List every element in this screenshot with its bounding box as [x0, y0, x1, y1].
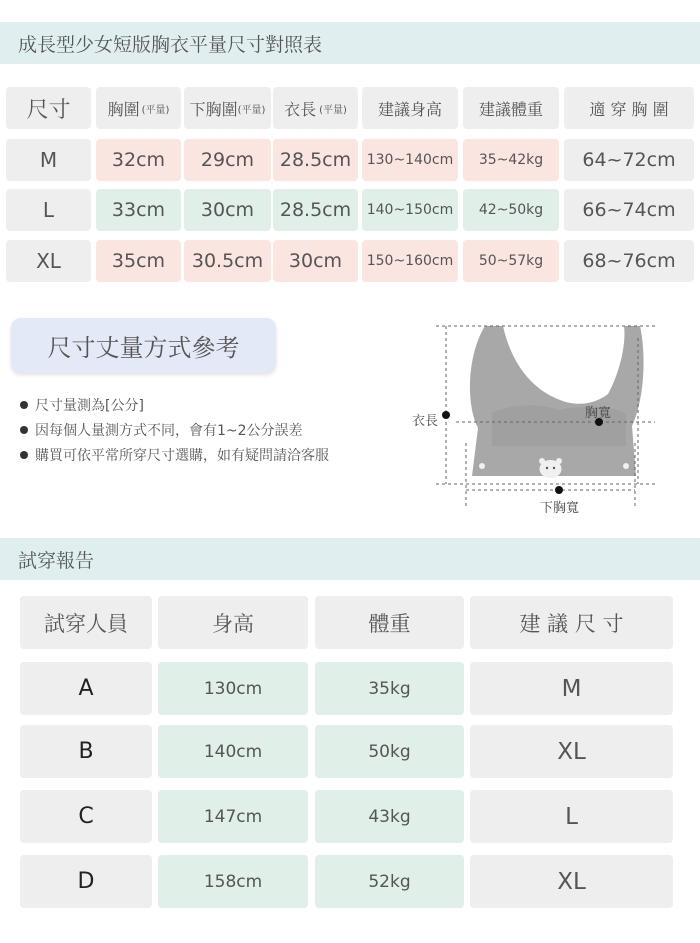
- note-item: [20, 417, 329, 442]
- bullet-dot: [20, 451, 28, 459]
- chest-cell: 32cm: [96, 139, 181, 181]
- trial-size: XL: [470, 725, 673, 778]
- note-item: [20, 392, 329, 417]
- underbust-width-label: 下胸寬: [540, 501, 580, 516]
- trial-person: A: [20, 662, 152, 715]
- fit-chest-cell: 66~74cm: [564, 189, 694, 231]
- trial-header-size: 建 議 尺 寸: [470, 596, 673, 649]
- header-underbust-note: (平量): [237, 104, 266, 116]
- weight-cell: 42~50kg: [463, 189, 559, 231]
- trial-size: L: [470, 790, 673, 843]
- underbust-cell: 30.5cm: [184, 240, 271, 282]
- note-text: 購買可依平常所穿尺寸選購，如有疑問請洽客服: [35, 447, 329, 464]
- height-cell: 140~150cm: [362, 189, 458, 231]
- trial-weight: 43kg: [315, 790, 464, 843]
- height-cell: 150~160cm: [362, 240, 458, 282]
- length-cell: 30cm: [273, 240, 358, 282]
- note-text: 因每個人量測方式不同，會有1~2公分誤差: [35, 422, 303, 439]
- trial-height: 147cm: [158, 790, 308, 843]
- bra-illustration: [470, 326, 644, 476]
- header-size: 尺寸: [6, 87, 91, 129]
- size-row-label: L: [6, 189, 91, 231]
- header-chest-note: (平量): [141, 104, 170, 116]
- trial-person: B: [20, 725, 152, 778]
- header-length-note: (平量): [319, 104, 347, 116]
- height-cell: 130~140cm: [362, 139, 458, 181]
- header-underbust: [184, 87, 271, 129]
- trial-weight: 52kg: [315, 855, 464, 908]
- trial-header-height: 身高: [158, 596, 308, 649]
- weight-cell: 50~57kg: [463, 240, 559, 282]
- header-length: [273, 87, 358, 129]
- chest-cell: 33cm: [96, 189, 181, 231]
- fit-chest-cell: 64~72cm: [564, 139, 694, 181]
- header-fit-chest: 適 穿 胸 圍: [564, 87, 694, 129]
- length-cell: 28.5cm: [273, 189, 358, 231]
- header-chest-label: 胸圍: [107, 99, 140, 119]
- trial-height: 140cm: [158, 725, 308, 778]
- chest-width-label: 胸寬: [585, 406, 612, 421]
- note-text: 尺寸量測為[公分]: [35, 397, 144, 414]
- size-chart-title: 成長型少女短版胸衣平量尺寸對照表: [0, 22, 700, 64]
- length-label: 衣長: [412, 414, 439, 429]
- bullet-dot: [20, 426, 28, 434]
- measure-title: 尺寸丈量方式參考: [11, 318, 276, 373]
- trial-height: 158cm: [158, 855, 308, 908]
- note-item: [20, 442, 329, 467]
- underbust-cell: 30cm: [184, 189, 271, 231]
- underbust-cell: 29cm: [184, 139, 271, 181]
- header-length-label: 衣長: [284, 99, 317, 119]
- header-weight: 建議體重: [463, 87, 559, 129]
- length-cell: 28.5cm: [273, 139, 358, 181]
- length-marker: [442, 411, 450, 419]
- fit-chest-cell: 68~76cm: [564, 240, 694, 282]
- trial-weight: 50kg: [315, 725, 464, 778]
- trial-person: D: [20, 855, 152, 908]
- trial-size: M: [470, 662, 673, 715]
- weight-cell: 35~42kg: [463, 139, 559, 181]
- measure-notes: [20, 392, 329, 467]
- trial-header-person: 試穿人員: [20, 596, 152, 649]
- trial-person: C: [20, 790, 152, 843]
- chest-cell: 35cm: [96, 240, 181, 282]
- bra-measurement-diagram: [400, 318, 690, 518]
- header-height: 建議身高: [362, 87, 458, 129]
- trial-height: 130cm: [158, 662, 308, 715]
- trial-title: 試穿報告: [0, 538, 700, 580]
- trial-weight: 35kg: [315, 662, 464, 715]
- size-row-label: M: [6, 139, 91, 181]
- bullet-dot: [20, 401, 28, 409]
- trial-header-weight: 體重: [315, 596, 464, 649]
- trial-size: XL: [470, 855, 673, 908]
- header-underbust-label: 下胸圍: [189, 99, 238, 119]
- bear-icon: [539, 458, 562, 478]
- size-row-label: XL: [6, 240, 91, 282]
- header-chest: [96, 87, 181, 129]
- underbust-marker: [555, 486, 563, 494]
